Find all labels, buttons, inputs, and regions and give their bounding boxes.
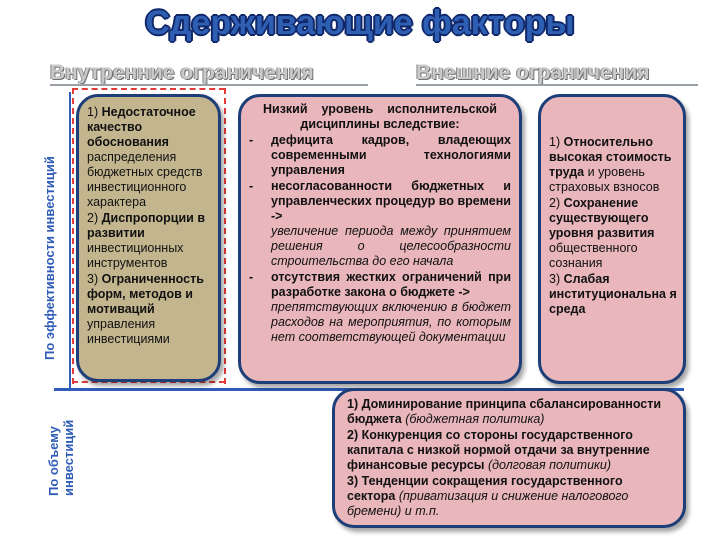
side-label-efficiency: По эффективности инвестиций — [42, 156, 57, 360]
external-factor-1 — [549, 135, 677, 195]
external-factor-2 — [549, 196, 677, 271]
factor-title: Диспропорции в развитии — [87, 211, 206, 240]
dashed-frame-top — [72, 88, 225, 90]
bullet-text: дефицита кадров, владеющих современными технологиями управления — [271, 133, 511, 177]
external-factor-3 — [549, 272, 677, 317]
external-heading-underline — [416, 84, 698, 86]
discipline-heading: Низкий уровень исполнительской дисциплины вследствие: — [263, 102, 497, 131]
bullet-text: несогласованности бюджетных и управленческих процедур во времени -> — [271, 179, 511, 223]
internal-heading-underline — [50, 84, 368, 86]
volume-factor-3 — [347, 474, 673, 519]
bullet-body — [271, 270, 511, 345]
external-constraints-heading: Внешние ограничения — [416, 61, 650, 84]
factor-text: распределения бюджетных средств инвестиционного характера — [87, 150, 203, 209]
factor-note: (долговая политики) — [487, 458, 612, 472]
factor-number: 3) — [87, 272, 99, 286]
factor-number: 1) — [87, 105, 99, 119]
factor-text: инвестиционных инструментов — [87, 241, 184, 270]
dashed-frame-left — [72, 88, 74, 384]
side-label-volume: По объему инвестиций — [46, 419, 76, 496]
bullet-body — [271, 179, 511, 269]
bullet-dash: - — [249, 270, 254, 284]
volume-factor-1 — [347, 397, 673, 427]
factor-number: 2) — [87, 211, 99, 225]
internal-factor-2 — [87, 211, 212, 271]
factor-title: Относительно высокая стоимость труда — [549, 135, 672, 179]
factor-text: управления инвестициями — [87, 317, 170, 346]
factor-title: 3) Тенденции сокращения государственного сектора — [347, 474, 623, 503]
factor-number: 1) — [549, 135, 561, 149]
factor-title: 1) Доминирование принципа сбалансированности бюджета — [347, 397, 662, 426]
factor-title: Ограниченность форм, методов и мотиваций — [87, 272, 204, 316]
page-title: Сдерживающие факторы — [145, 4, 575, 42]
external-factors-box — [538, 94, 686, 384]
bullet-dash: - — [249, 179, 254, 193]
discipline-bullet-3 — [249, 270, 511, 345]
factor-note: (бюджетная политика) — [405, 412, 545, 426]
bullet-text: отсутствия жестких ограничений при разработке закона о бюджете -> — [271, 270, 511, 299]
factor-number: 3) — [549, 272, 561, 286]
bullet-consequence: увеличение периода между принятием решения о целесообразности строительства до его начала — [271, 224, 511, 268]
bullet-dash: - — [249, 133, 254, 147]
factor-title: Слабая институциональна я среда — [549, 272, 677, 316]
factor-text: общественного сознания — [549, 241, 638, 270]
internal-factors-box — [76, 94, 221, 382]
internal-factor-3 — [87, 272, 212, 347]
discipline-factors-box — [238, 94, 522, 384]
internal-factor-1 — [87, 105, 212, 210]
bullet-consequence: препятствующих включению в бюджет расходов на мероприятия, по которым нет соответствующей документации — [271, 300, 511, 344]
volume-factor-2 — [347, 428, 673, 473]
internal-constraints-heading: Внутренние ограничения — [50, 61, 314, 84]
factor-text: и уровень страховых взносов — [549, 165, 660, 194]
left-axis-line — [69, 92, 71, 388]
factor-title: 2) Конкуренция со стороны государственного капитала с низкой нормой отдачи за внутренние финансовые ресурсы — [347, 428, 650, 472]
discipline-bullet-1 — [249, 133, 511, 178]
factor-number: 2) — [549, 196, 561, 210]
volume-factors-box — [332, 388, 686, 528]
factor-title: Недостаточное качество обоснования — [87, 105, 196, 149]
discipline-bullet-2 — [249, 179, 511, 269]
factor-title: Сохранение существующего уровня развития — [549, 196, 655, 240]
dashed-frame-right — [224, 88, 226, 384]
factor-note: (приватизация и снижение налогового бремени) и т.п. — [347, 489, 629, 518]
